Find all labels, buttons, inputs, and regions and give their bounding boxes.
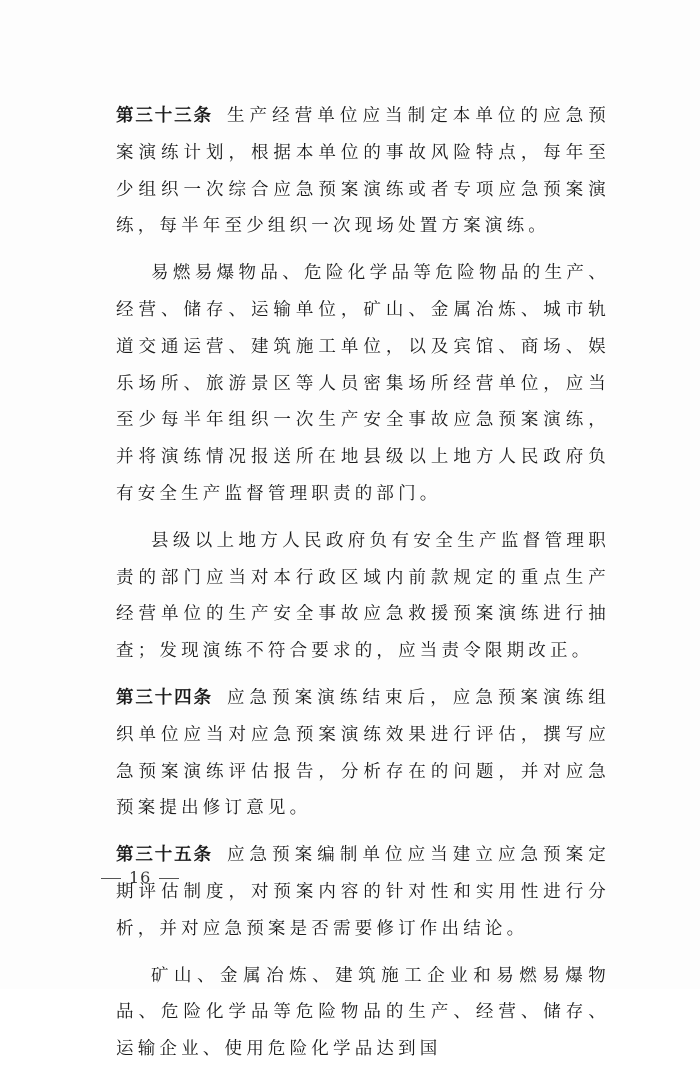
article-34 bbox=[116, 680, 610, 827]
paragraph-government-inspection: 县级以上地方人民政府负有安全生产监督管理职责的部门应当对本行政区域内前款规定的重点生产经营单位的生产安全事故应急救援预案演练进行抽查；发现演练不符合要求的，应当责令限期改正。 bbox=[116, 530, 610, 662]
page-number: 16 bbox=[129, 868, 152, 887]
page-footer bbox=[93, 868, 187, 887]
article-33-title: 第三十三条 bbox=[116, 106, 213, 126]
document-body bbox=[116, 98, 610, 1078]
footer-dash-left bbox=[101, 878, 121, 879]
article-35-text: 应急预案编制单位应当建立应急预案定期评估制度，对预案内容的针对性和实用性进行分析，并对应急预案是否需要修订作出结论。 bbox=[116, 845, 611, 939]
article-35-title: 第三十五条 bbox=[116, 845, 213, 866]
article-35 bbox=[116, 837, 610, 947]
article-33-text: 生产经营单位应当制定本单位的应急预案演练计划，根据本单位的事故风险特点，每年至少组织一次综合应急预案演练或者专项应急预案演练，每半年至少组织一次现场处置方案演练。 bbox=[116, 106, 611, 237]
paragraph-enterprises: 矿山、金属冶炼、建筑施工企业和易燃易爆物品、危险化学品等危险物品的生产、经营、储存、运输企业、使用危险化学品达到国 bbox=[116, 965, 610, 1060]
article-34-title: 第三十四条 bbox=[116, 687, 213, 708]
footer-dash-right bbox=[159, 878, 179, 879]
article-34-text: 应急预案演练结束后，应急预案演练组织单位应当对应急预案演练效果进行评估，撰写应急预案演练评估报告，分析存在的问题，并对应急预案提出修订意见。 bbox=[116, 687, 611, 819]
article-33 bbox=[116, 98, 610, 245]
paragraph-high-risk-units: 易燃易爆物品、危险化学品等危险物品的生产、经营、储存、运输单位，矿山、金属冶炼、城市轨道交通运营、建筑施工单位，以及宾馆、商场、娱乐场所、旅游景区等人员密集场所经营单位，应当至少每半年组织一次生产安全事故应急预案演练，并将演练情况报送所在地县级以上地方人民政府负有安全生产监督管理职责的部门。 bbox=[116, 263, 610, 504]
